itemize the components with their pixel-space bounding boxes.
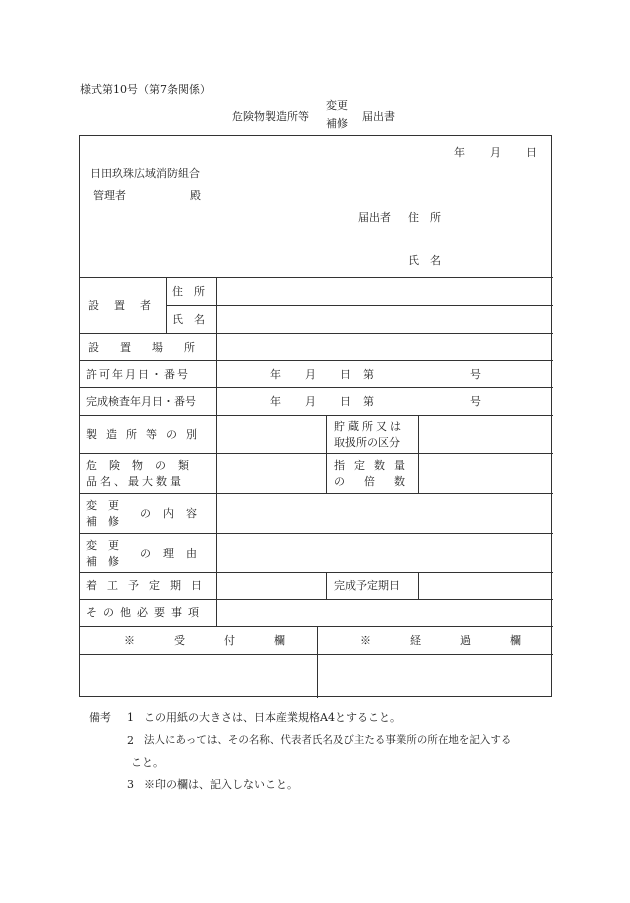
- install-location-label: 設置場所: [88, 341, 216, 354]
- divider: [216, 277, 217, 627]
- divider: [418, 572, 419, 599]
- facility-type-label: 製造所等の別: [86, 428, 206, 441]
- note-1-number: 1: [127, 711, 134, 724]
- title-option-repair: 補修: [326, 117, 348, 130]
- divider: [80, 360, 553, 361]
- completion-date-label: 完成予定期日: [334, 579, 400, 592]
- divider: [326, 415, 327, 493]
- change-reason-label-line1: 変 更: [86, 539, 119, 552]
- permit-number-suffix: 号: [470, 368, 481, 381]
- inspection-year: 年: [270, 395, 281, 408]
- change-reason-label-line2: 補 修: [86, 555, 119, 568]
- start-date-label: 着工予定期日: [86, 579, 212, 592]
- divider: [80, 599, 553, 600]
- installer-name-label: 氏名: [172, 313, 216, 326]
- notes-label: 備考: [89, 711, 111, 724]
- recipient-org: 日田玖珠広域消防組合: [90, 167, 200, 180]
- name-label: 氏 名: [408, 254, 441, 267]
- change-content-suffix: の内容: [140, 507, 209, 520]
- permit-number-prefix: 第: [363, 368, 374, 381]
- inspection-number-suffix: 号: [470, 395, 481, 408]
- installer-label: 設置者: [88, 299, 166, 312]
- storage-class-label-line1: 貯蔵所又は: [334, 420, 404, 433]
- inspection-date-number-label: 完成検査年月日・番号: [86, 395, 196, 408]
- hazard-class-label-line1: 危険物の類: [86, 459, 201, 472]
- form-number: 様式第10号（第7条関係）: [80, 83, 211, 96]
- divider: [80, 387, 553, 388]
- divider: [80, 415, 553, 416]
- inspection-day: 日: [340, 395, 351, 408]
- divider: [80, 493, 553, 494]
- divider: [166, 277, 167, 333]
- divider: [317, 626, 318, 698]
- title-suffix: 届出書: [362, 110, 395, 123]
- note-2-number: 2: [127, 734, 134, 747]
- permit-year: 年: [270, 368, 281, 381]
- installer-address-label: 住所: [172, 285, 216, 298]
- divider: [80, 533, 553, 534]
- note-1: この用紙の大きさは、日本産業規格A4とすること。: [144, 711, 401, 724]
- divider: [80, 453, 553, 454]
- notifier-label: 届出者: [358, 211, 391, 224]
- divider: [166, 305, 553, 306]
- inspection-number-prefix: 第: [363, 395, 374, 408]
- progress-column-header: ※ 経 過 欄: [360, 634, 535, 647]
- note-3-number: 3: [127, 778, 134, 791]
- reception-column-header: ※ 受 付 欄: [124, 634, 299, 647]
- date-year-label: 年: [454, 146, 465, 159]
- date-day-label: 日: [526, 146, 537, 159]
- divider: [80, 277, 553, 278]
- date-month-label: 月: [490, 146, 501, 159]
- hazard-class-label-line2: 品名、最大数量: [86, 475, 184, 488]
- address-label: 住 所: [408, 211, 441, 224]
- note-2-line1: 法人にあっては、その名称、代表者氏名及び主たる事業所の所在地を記入する: [144, 734, 512, 746]
- notification-form: [79, 135, 552, 697]
- change-content-label-line2: 補 修: [86, 515, 119, 528]
- honorific: 殿: [190, 189, 201, 202]
- note-2-line2: こと。: [131, 756, 164, 769]
- permit-date-number-label: 許可年月日・番号: [86, 368, 190, 381]
- other-items-label: その他必要事項: [86, 606, 205, 619]
- divider: [80, 572, 553, 573]
- permit-month: 月: [305, 368, 316, 381]
- title-prefix: 危険物製造所等: [232, 110, 309, 123]
- quantity-label-line1: 指定数量: [334, 459, 414, 472]
- change-content-label-line1: 変 更: [86, 499, 119, 512]
- change-reason-suffix: の理由: [140, 547, 209, 560]
- note-3: ※印の欄は、記入しないこと。: [144, 778, 298, 791]
- quantity-label-line2: の倍数: [334, 475, 424, 488]
- recipient-title: 管理者: [93, 189, 126, 202]
- inspection-month: 月: [305, 395, 316, 408]
- divider: [326, 572, 327, 599]
- divider: [80, 333, 553, 334]
- permit-day: 日: [340, 368, 351, 381]
- storage-class-label-line2: 取扱所の区分: [334, 436, 400, 449]
- title-option-change: 変更: [326, 99, 348, 112]
